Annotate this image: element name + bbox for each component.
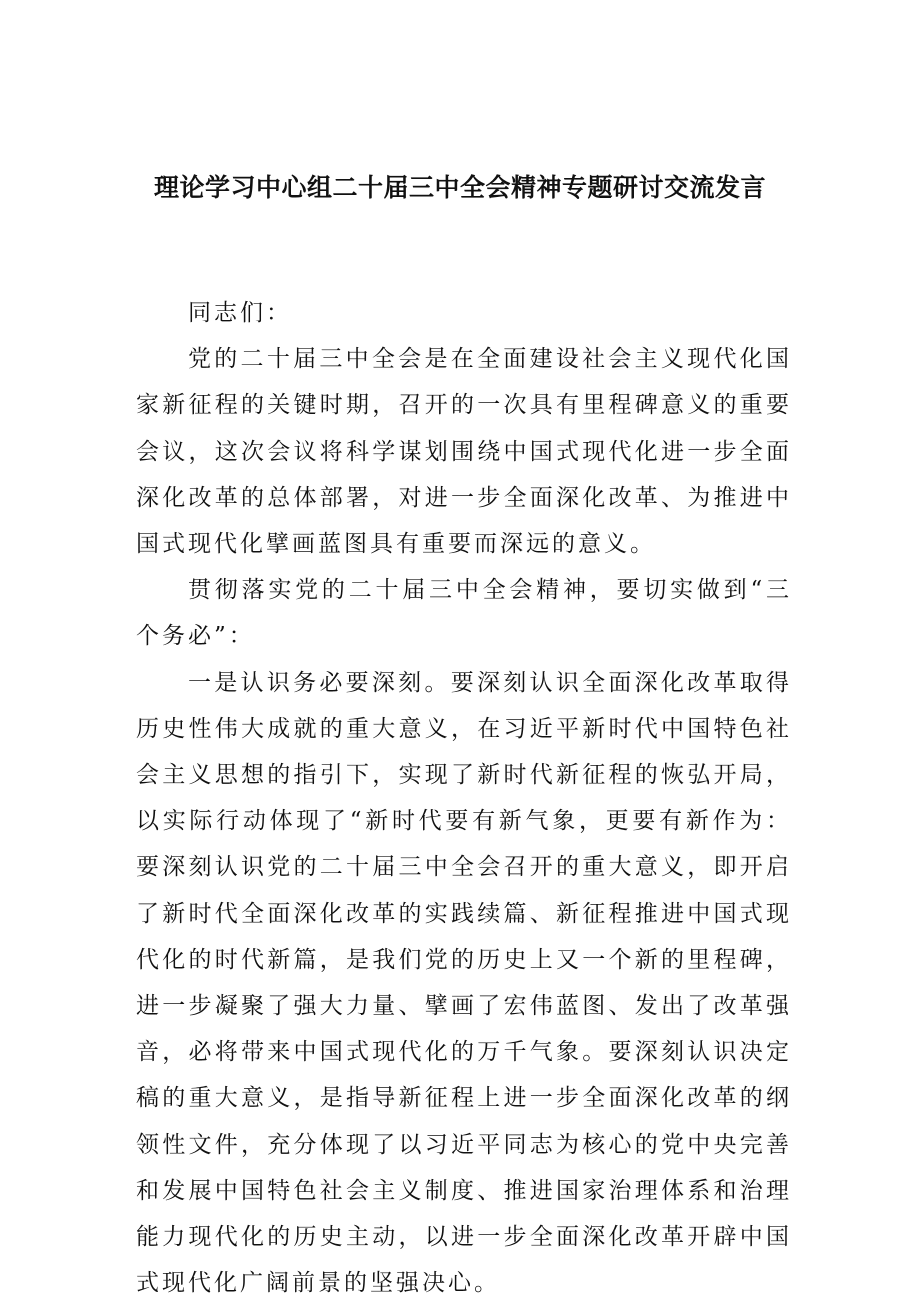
paragraph-first-point: 一是认识务必要深刻。要深刻认识全面深化改革取得历史性伟大成就的重大意义，在习近平新时代中国特色社会主义思想的指引下，实现了新时代新征程的恢弘开局，以实际行动体现了“新时代要有新气象，更要有新作为：要深刻认识党的二十届三中全会召开的重大意义，即开启了新时代全面深化改革的实践续篇、新征程推进中国式现代化的时代新篇，是我们党的历史上又一个新的里程碑，进一步凝聚了强大力量、擘画了宏伟蓝图、发出了改革强音，必将带来中国式现代化的万千气象。要深刻认识决定稿的重大意义，是指导新征程上进一步全面深化改革的纲领性文件，充分体现了以习近平同志为核心的党中央完善和发展中国特色社会主义制度、推进国家治理体系和治理能力现代化的历史主动，以进一步全面深化改革开辟中国式现代化广阔前景的坚强决心。 [136, 669, 792, 1297]
document-body [136, 290, 792, 1306]
salutation: 同志们： [188, 300, 292, 326]
document-title: 理论学习中心组二十届三中全会精神专题研讨交流发言 [153, 173, 766, 202]
paragraph-three-musts: 贯彻落实党的二十届三中全会精神，要切实做到“三个务必”： [136, 577, 792, 650]
paragraph-intro: 党的二十届三中全会是在全面建设社会主义现代化国家新征程的关键时期，召开的一次具有里程碑意义的重要会议，这次会议将科学谋划围绕中国式现代化进一步全面深化改革的总体部署，对进一步全面深化改革、为推进中国式现代化擘画蓝图具有重要而深远的意义。 [136, 346, 792, 558]
